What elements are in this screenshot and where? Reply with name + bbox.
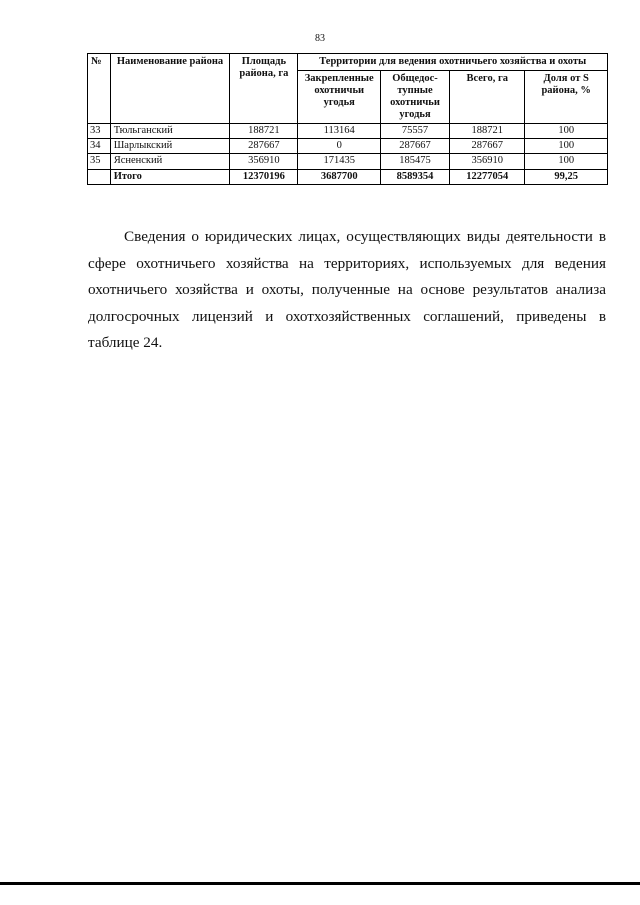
total-area: 12370196 (230, 169, 298, 184)
row-assigned: 0 (298, 139, 381, 154)
row-number: 34 (88, 139, 111, 154)
header-number: № (88, 54, 111, 124)
row-district: Шарлыкский (110, 139, 230, 154)
total-total: 12277054 (450, 169, 525, 184)
table-row (88, 124, 608, 139)
table-row (88, 154, 608, 169)
header-share: Доля от S района, % (525, 71, 608, 124)
header-district-area: Площадь района, га (230, 54, 298, 124)
row-number: 35 (88, 154, 111, 169)
row-share: 100 (525, 154, 608, 169)
total-share: 99,25 (525, 169, 608, 184)
row-assigned: 171435 (298, 154, 381, 169)
row-total: 356910 (450, 154, 525, 169)
header-assigned-lands: Закрепленные охотничьи угодья (298, 71, 381, 124)
row-area: 188721 (230, 124, 298, 139)
row-public: 287667 (380, 139, 449, 154)
table-row (88, 139, 608, 154)
row-district: Ясненский (110, 154, 230, 169)
row-area: 287667 (230, 139, 298, 154)
header-district-name: Наименование района (110, 54, 230, 124)
row-area: 356910 (230, 154, 298, 169)
header-public-lands: Общедос-тупные охотничьи угодья (380, 71, 449, 124)
row-district: Тюльганский (110, 124, 230, 139)
total-row-number-cell (88, 169, 111, 184)
row-assigned: 113164 (298, 124, 381, 139)
total-assigned: 3687700 (298, 169, 381, 184)
body-paragraph: Сведения о юридических лицах, осуществляющих виды деятельности в сфере охотничьего хозяйства на территориях, используемых для ведения охотничьего хозяйства и охоты, полученные на основе результатов анализа долгосрочных лицензий и охотхозяйственных соглашений, приведены в таблице 24. (88, 228, 606, 351)
page-number: 83 (315, 33, 325, 44)
header-total: Всего, га (450, 71, 525, 124)
row-number: 33 (88, 124, 111, 139)
total-public: 8589354 (380, 169, 449, 184)
footer-rule (0, 882, 640, 885)
row-share: 100 (525, 124, 608, 139)
total-row (88, 169, 608, 184)
row-total: 188721 (450, 124, 525, 139)
hunting-territories-table (87, 53, 608, 185)
header-territories-group: Территории для ведения охотничьего хозяйства и охоты (298, 54, 608, 71)
row-public: 75557 (380, 124, 449, 139)
row-share: 100 (525, 139, 608, 154)
row-total: 287667 (450, 139, 525, 154)
row-public: 185475 (380, 154, 449, 169)
total-label: Итого (110, 169, 230, 184)
